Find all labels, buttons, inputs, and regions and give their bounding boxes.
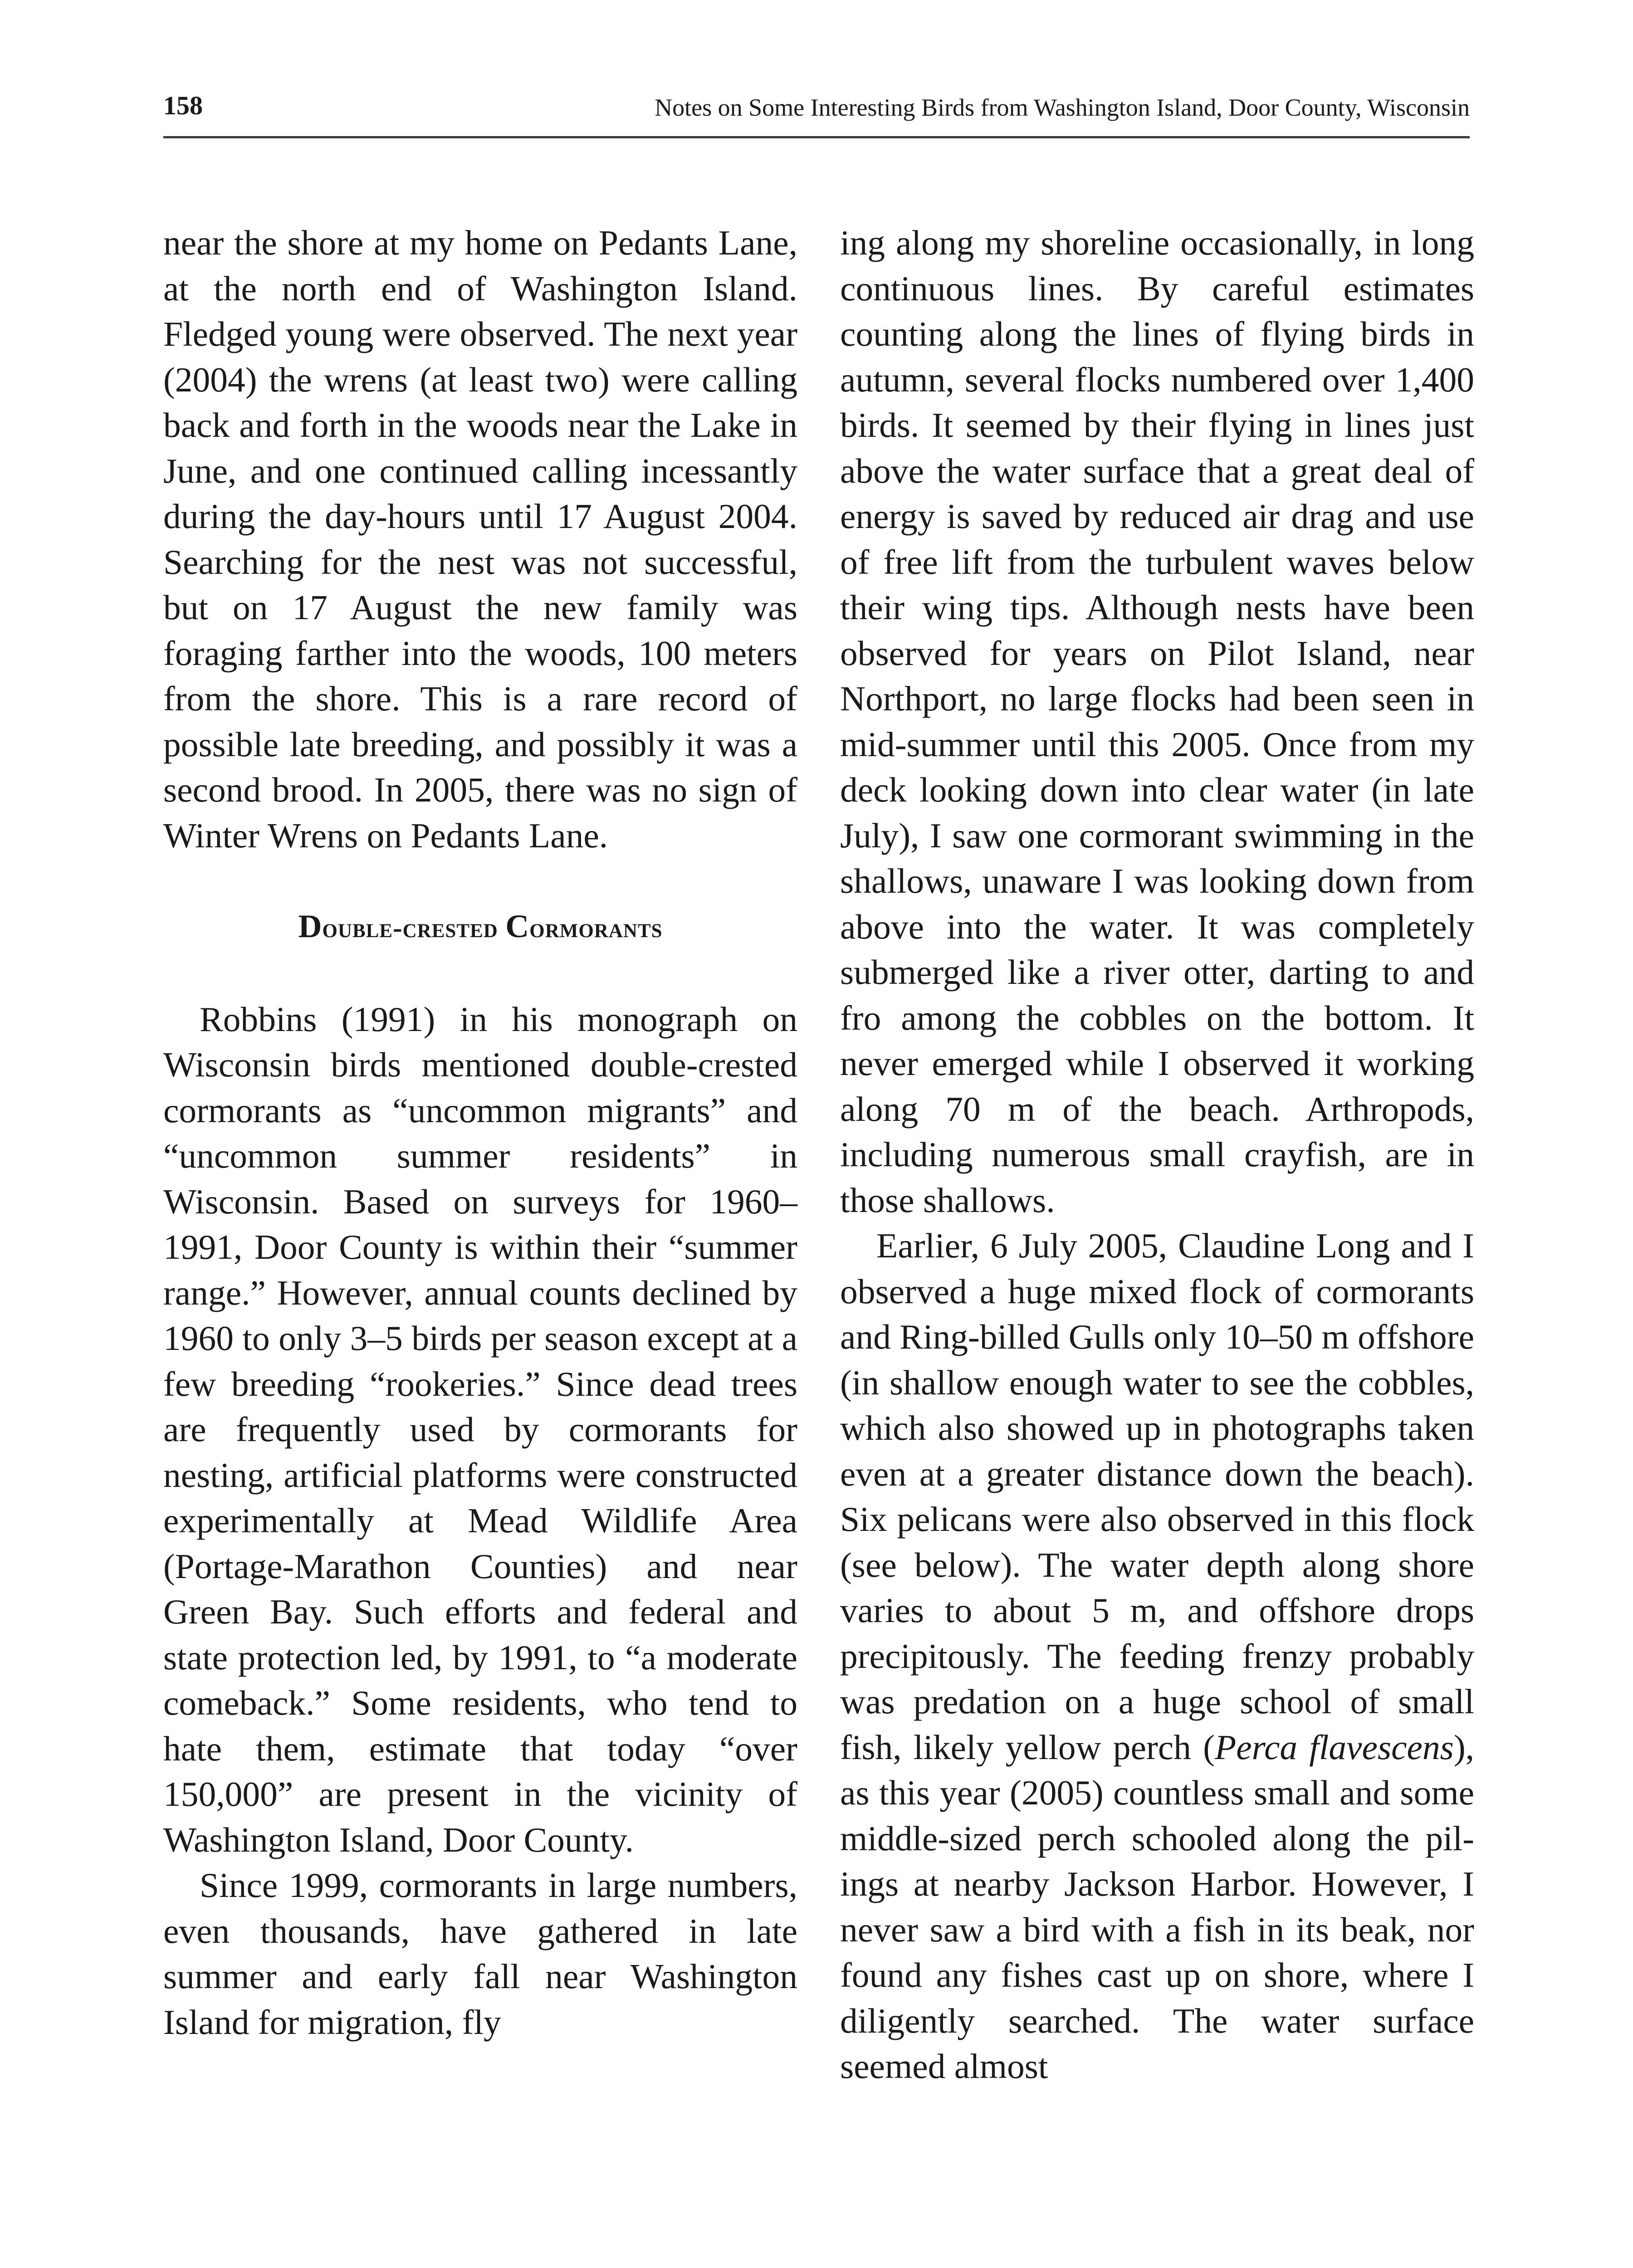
species-name-perca: Perca flavescens <box>1214 1727 1454 1767</box>
paragraph-robbins: Robbins (1991) in his monograph on Wisconsin birds mentioned double-crested cormorants as “uncommon migrants” and “uncommon summer residents” in Wisconsin. Based on surveys for 1960–1991, Door County is within their “summer range.” However, annual counts declined by 1960 to only 3–5 birds per season except at a few breeding “rookeries.” Since dead trees are frequently used by cormorants for nesting, artificial platforms were constructed experimentally at Mead Wildlife Area (Portage-Marathon Counties) and near Green Bay. Such efforts and federal and state protection led, by 1991, to “a moderate comeback.” Some residents, who tend to hate them, estimate that today “over 150,000” are present in the vicinity of Washington Island, Door County. <box>163 999 797 1859</box>
paragraph-earlier-6-july: Earlier, 6 July 2005, Claudine Long and I observed a huge mixed flock of cormorants and Ring-billed Gulls only 10–50 m offshore (in shallow enough water to see the cobbles, which also showed up in photographs taken even at a greater distance down the beach). Six pelicans were also observed in this flock (see below). The water depth along shore varies to about 5 m, and offshore drops precipitously. The feeding frenzy probably was predation on a huge school of small fish, likely yellow perch (Perca flavescens), as this year (2005) countless small and some middle-sized perch schooled along the pilings at nearby Jackson Harbor. However, I never saw a bird with a fish in its beak, nor found any fishes cast up on shore, where I diligently searched. The water surface seemed almost <box>840 1226 1474 2086</box>
page-header <box>163 85 1470 138</box>
running-head: Notes on Some Interesting Birds from Washington Island, Door County, Wisconsin <box>655 94 1470 121</box>
paragraph-winter-wren-continued: near the shore at my home on Pedants Lane, at the north end of Washington Island. Fledged young were observed. The next year (2004) the wrens (at least two) were calling back and forth in the woods near the Lake in June, and one continued calling incessantly during the day-hours until 17 August 2004. Searching for the nest was not successful, but on 17 August the new family was foraging farther into the woods, 100 meters from the shore. This is a rare record of possible late breeding, and possibly it was a second brood. In 2005, there was no sign of Winter Wrens on Pedants Lane. <box>163 223 797 855</box>
right-column <box>840 220 1474 2089</box>
paragraph-since-1999: Since 1999, cormorants in large numbers, even thousands, have gathered in late summer and early fall near Washington Island for migration, fly <box>163 1866 797 2042</box>
page-number: 158 <box>163 91 203 120</box>
left-column <box>163 220 797 2045</box>
paragraph-shoreline-flocks: ing along my shoreline occasionally, in long continuous lines. By careful estimates counting along the lines of flying birds in autumn, several flocks numbered over 1,400 birds. It seemed by their flying in lines just above the water surface that a great deal of energy is saved by reduced air drag and use of free lift from the turbulent waves below their wing tips. Although nests have been observed for years on Pilot Island, near Northport, no large flocks had been seen in mid-summer until this 2005. Once from my deck looking down into clear water (in late July), I saw one cormorant swimming in the shallows, unaware I was looking down from above into the water. It was completely submerged like a river otter, darting to and fro among the cobbles on the bottom. It never emerged while I observed it working along 70 m of the beach. Arthropods, including numerous small crayfish, are in those shallows. <box>840 223 1474 1220</box>
section-heading-cormorants: Double-crested Cormorants <box>298 908 663 944</box>
